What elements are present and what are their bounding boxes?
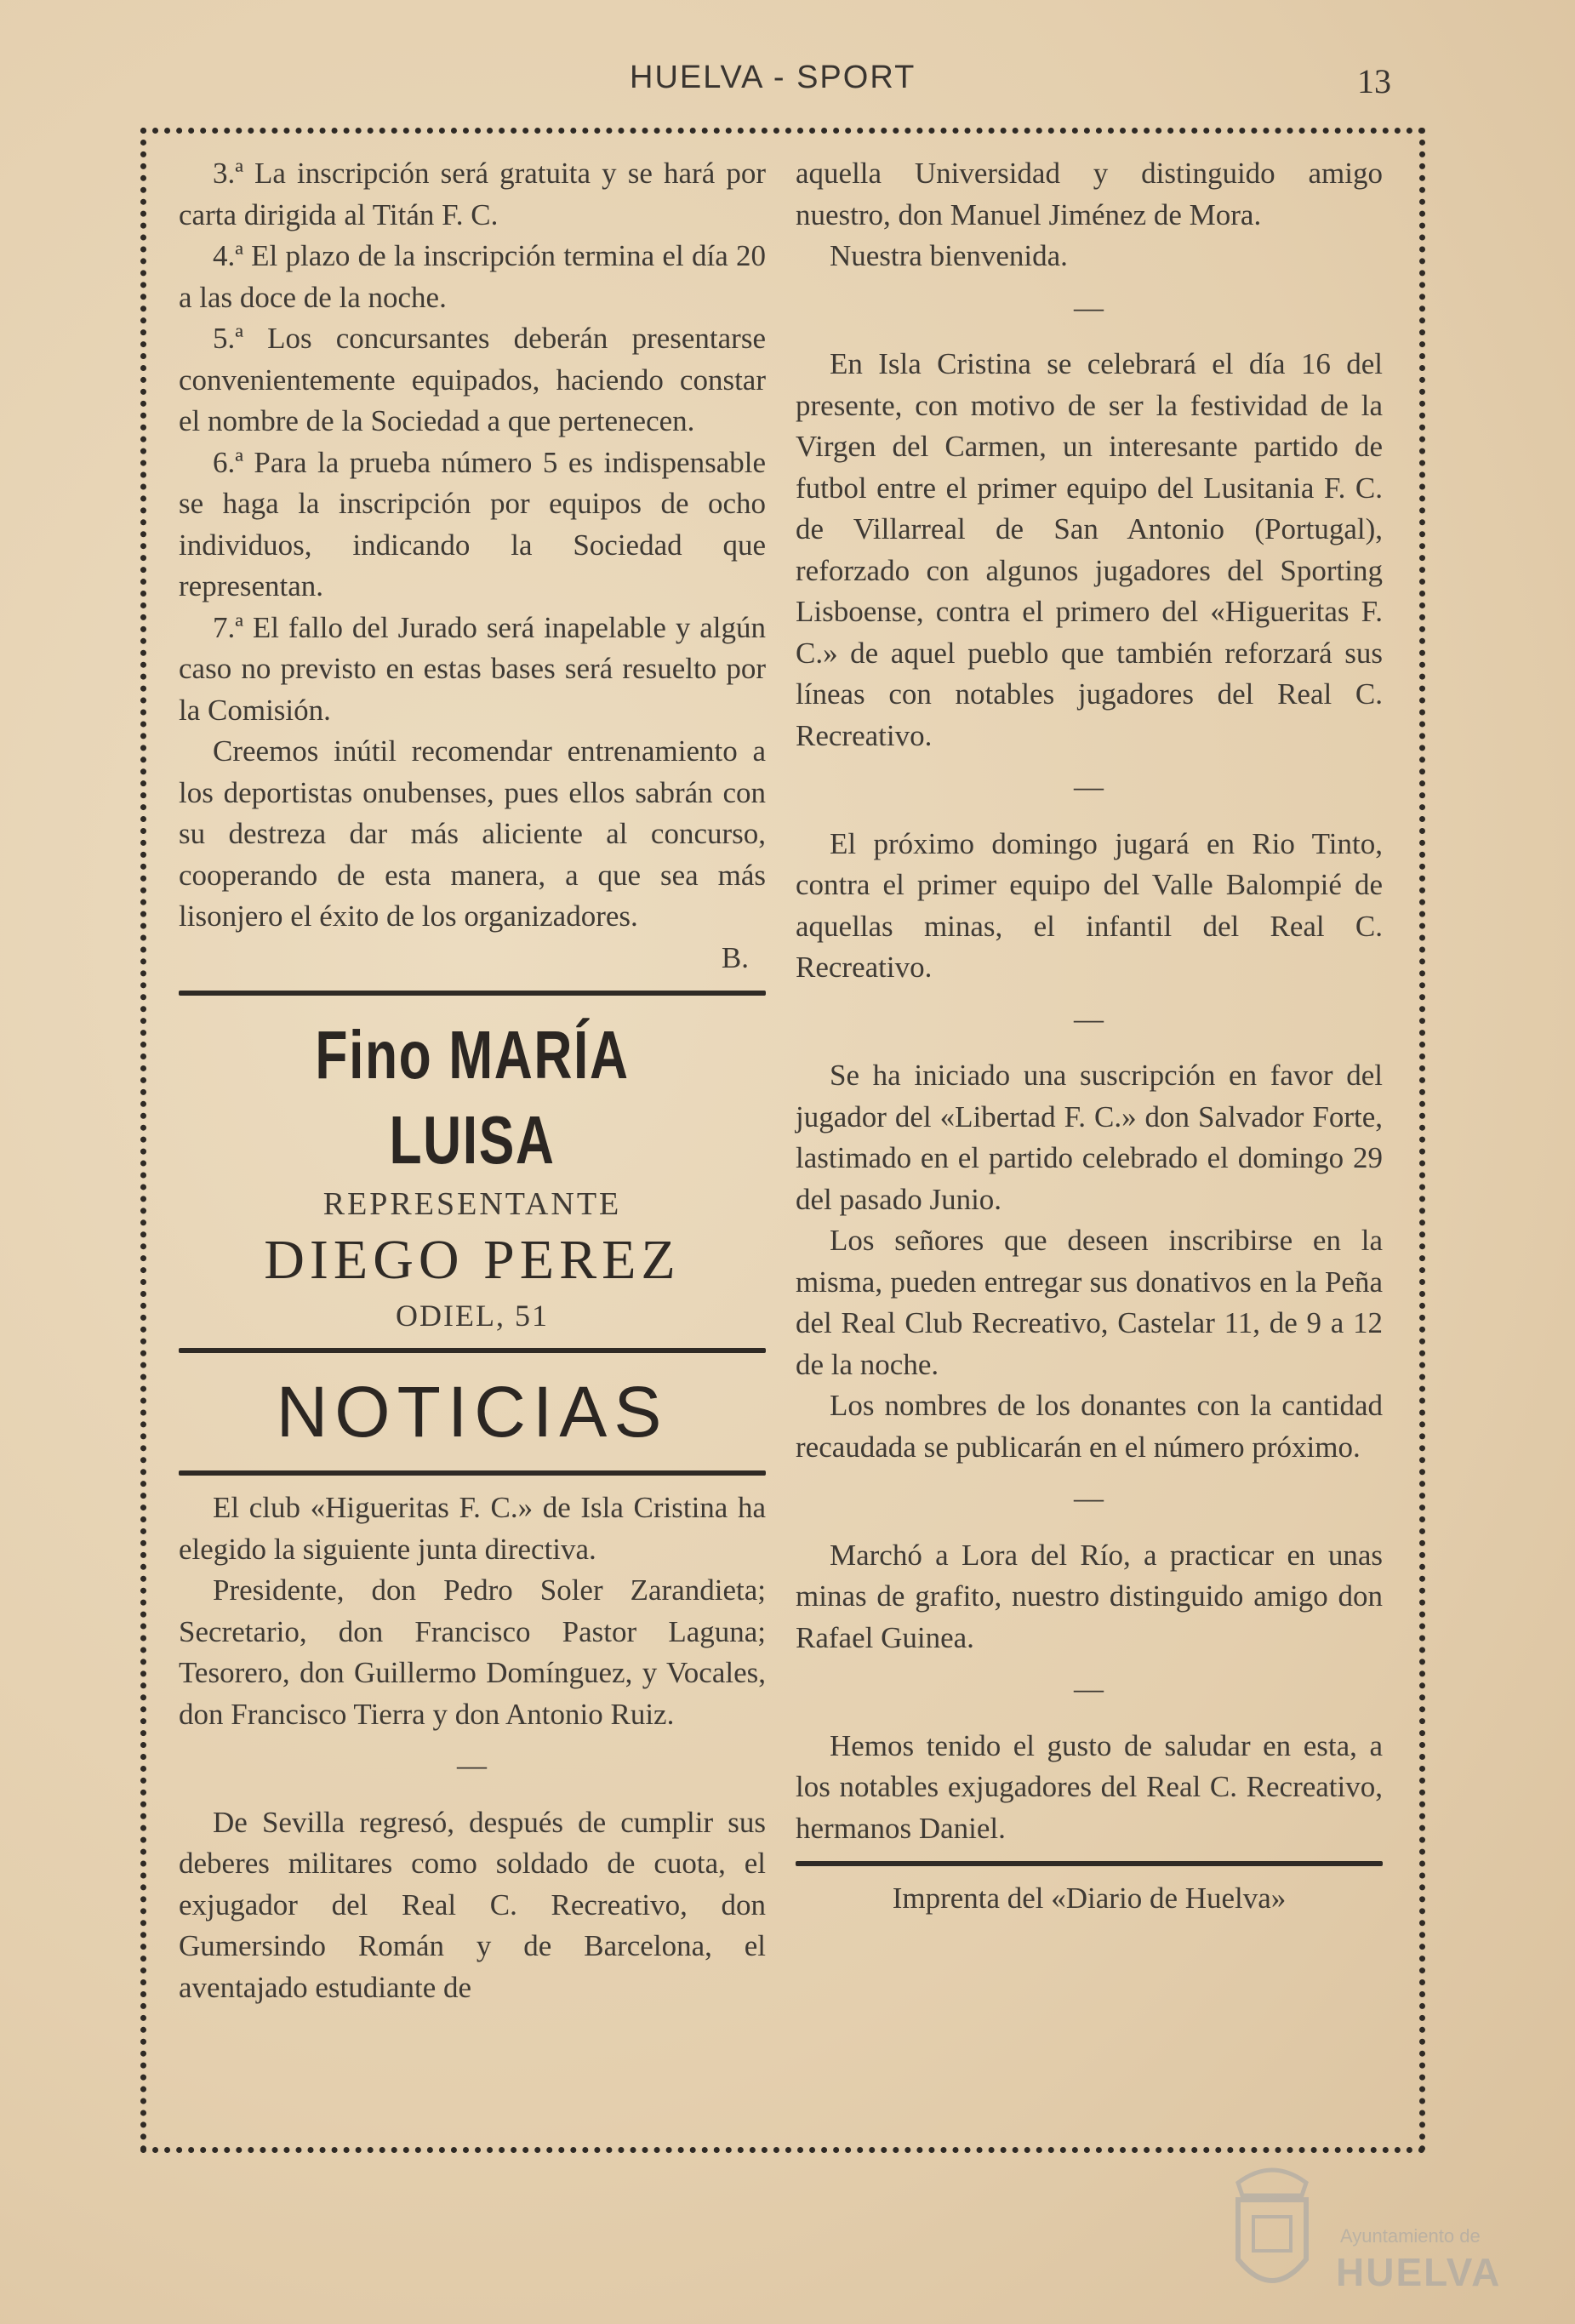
publication-title: HUELVA - SPORT: [630, 60, 916, 95]
running-head: [0, 60, 1575, 111]
rule-7-paragraph: 7.ª El fallo del Jurado será inapelable y algún caso no previsto en estas bases será resuelto por la Comisión.: [179, 610, 766, 727]
sevilla-paragraph: De Sevilla regresó, después de cumplir sus deberes militares como soldado de cuota, el exjugador del Real C. Recreativo, don Gumersindo Román y de Barcelona, el aventajado estudiante de: [179, 1805, 766, 2004]
subscription-paragraph: Se ha iniciado una suscripción en favor del jugador del «Libertad F. C.» don Salvador Forte, lastimado en el partido celebrado el domingo 29 del pasado Junio.: [796, 1059, 1383, 1216]
imprint-line: Imprenta del «Diario de Huelva»: [892, 1881, 1287, 1915]
rule-6-paragraph: 6.ª Para la prueba número 5 es indispensable se haga la inscripción por equipos de ocho individuos, indicando la Sociedad que representan.: [179, 445, 766, 602]
imprint-rule: [796, 1861, 1383, 1866]
separator-dash: —: [457, 1749, 488, 1782]
ad-address: ODIEL, 51: [396, 1299, 549, 1333]
closing-paragraph: Creemos inútil recomendar entrenamiento a los deportistas onubenses, pues ellos sabrán con su destreza dar más aliciente al concurso, cooperando de esta manera, a que sea más lisonjero el éxito de los organizadores.: [179, 734, 766, 933]
continuation-paragraph: aquella Universidad y distinguido amigo nuestro, don Manuel Jiménez de Mora.: [796, 157, 1383, 231]
section-heading: NOTICIAS: [276, 1372, 669, 1452]
separator-dash: —: [1074, 1672, 1104, 1705]
rule-5-paragraph: 5.ª Los concursantes deberán presentarse convenientemente equipados, haciendo constar el nombre de la Sociedad a que pertenecen.: [179, 322, 766, 437]
greeting-paragraph: Hemos tenido el gusto de saludar en esta, a los notables exjugadores del Real C. Recreativo, hermanos Daniel.: [796, 1728, 1383, 1845]
coat-of-arms-icon: [1221, 2157, 1323, 2302]
advertisement: [179, 1013, 766, 1336]
subscription-paragraph: Los nombres de los donantes con la cantidad recaudada se publicarán en el número próximo.: [796, 1389, 1383, 1464]
ad-role: REPRESENTANTE: [322, 1186, 622, 1222]
ad-top-rule: [179, 991, 766, 996]
section-bottom-rule: [179, 1470, 766, 1476]
right-column: [796, 153, 1383, 1920]
page-number: 13: [1357, 62, 1391, 100]
separator-dash: —: [1074, 290, 1104, 324]
rule-3-paragraph: 3.ª La inscripción será gratuita y se hará por carta dirigida al Titán F. C.: [179, 157, 766, 231]
rule-4-paragraph: 4.ª El plazo de la inscripción termina el día 20 a las doce de la noche.: [179, 239, 766, 314]
watermark-label: Ayuntamiento de: [1340, 2225, 1481, 2247]
separator-dash: —: [1074, 1002, 1104, 1036]
news-paragraph: El club «Higueritas F. C.» de Isla Cristina ha elegido la siguiente junta directiva.: [179, 1491, 766, 1566]
separator-dash: —: [1074, 1482, 1104, 1515]
ad-brand: Fino MARÍA LUISA: [315, 1017, 630, 1178]
news-paragraph: Presidente, don Pedro Soler Zarandieta; Secretario, don Francisco Pastor Laguna; Tesorero, don Guillermo Domínguez, y Vocales, don Francisco Tierra y don Antonio Ruiz.: [179, 1573, 766, 1731]
isla-cristina-paragraph: En Isla Cristina se celebrará el día 16 del presente, con motivo de ser la festividad de la Virgen del Carmen, un interesante partido de futbol entre el primer equipo del Lusitania F. C. de Villarreal de San Antonio (Portugal), reforzado con algunos jugadores del Sporting Lisboense, contra el primero del «Higueritas F. C.» de aquel pueblo que también reforzará sus líneas con notables jugadores del Real C. Recreativo.: [796, 347, 1383, 752]
left-column: [179, 153, 766, 2008]
welcome-line: Nuestra bienvenida.: [830, 239, 1068, 272]
section-top-rule: [179, 1348, 766, 1353]
archive-watermark: [1221, 2157, 1527, 2310]
rio-tinto-paragraph: El próximo domingo jugará en Rio Tinto, contra el primer equipo del Valle Balompié de aquellas minas, el infantil del Real C. Recreativo.: [796, 826, 1383, 984]
subscription-paragraph: Los señores que deseen inscribirse en la misma, pueden entregar sus donativos en la Peña del Real Club Recreativo, Castelar 11, de 9 a 12 de la noche.: [796, 1224, 1383, 1381]
signature: B.: [721, 940, 749, 974]
ad-name: DIEGO PEREZ: [264, 1229, 681, 1291]
separator-dash: —: [1074, 770, 1104, 803]
lora-paragraph: Marchó a Lora del Río, a practicar en unas minas de grafito, nuestro distinguido amigo don Rafael Guinea.: [796, 1538, 1383, 1654]
watermark-city: HUELVA: [1336, 2250, 1502, 2294]
